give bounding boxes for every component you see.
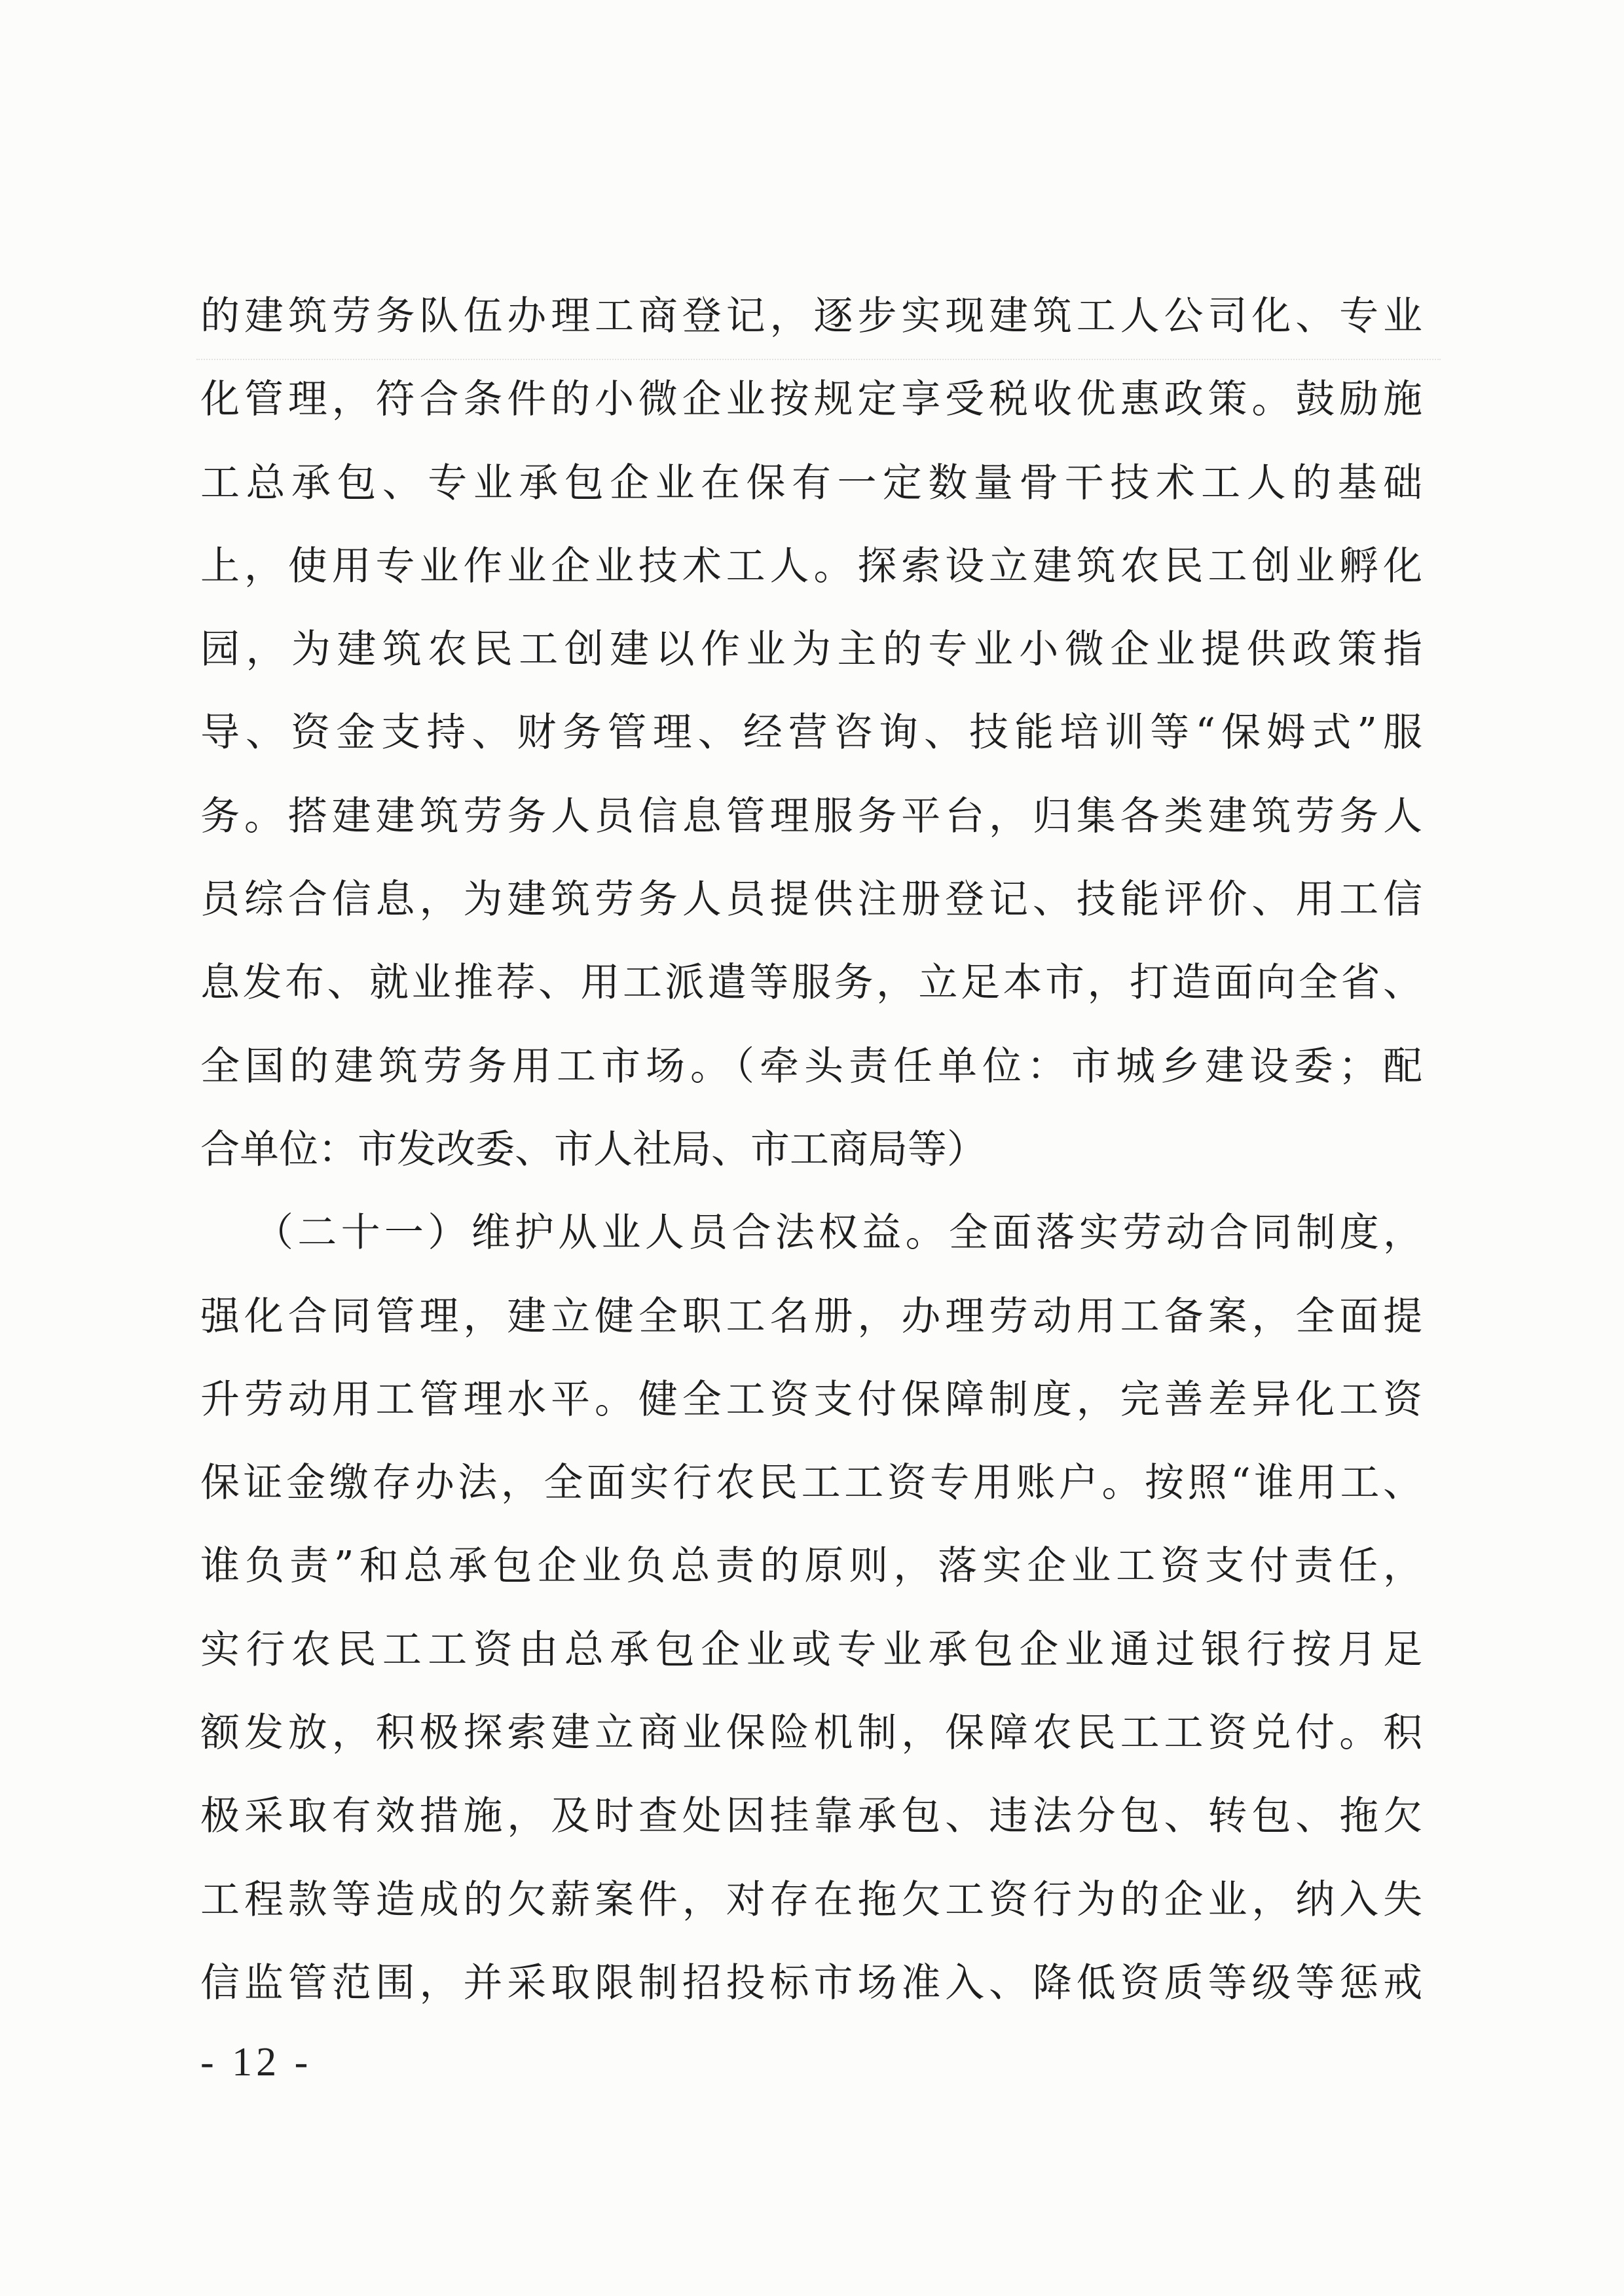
- text-line: 实行农民工工资由总承包企业或专业承包企业通过银行按月足: [200, 1626, 1422, 1673]
- text-line: 升劳动用工管理水平。健全工资支付保障制度，完善差异化工资: [200, 1376, 1422, 1423]
- text-line: 合单位：市发改委、市人社局、市工商局等）: [200, 1126, 986, 1173]
- text-line: 信监管范围，并采取限制招投标市场准入、降低资质等级等惩戒: [200, 1959, 1422, 2006]
- text-line: 额发放，积极探索建立商业保险机制，保障农民工工资兑付。积: [200, 1710, 1422, 1757]
- text-line: 谁负责”和总承包企业负总责的原则，落实企业工资支付责任，: [200, 1543, 1422, 1590]
- text-line: 强化合同管理，建立健全职工名册，办理劳动用工备案，全面提: [200, 1293, 1422, 1339]
- text-line: 上，使用专业作业企业技术工人。探索设立建筑农民工创业孵化: [200, 543, 1422, 589]
- text-line: 工总承包、专业承包企业在保有一定数量骨干技术工人的基础: [200, 460, 1422, 506]
- text-line: 园，为建筑农民工创建以作业为主的专业小微企业提供政策指: [200, 627, 1422, 673]
- text-line: 保证金缴存办法，全面实行农民工工资专用账户。按照“谁用工、: [200, 1460, 1422, 1506]
- body-text: [200, 275, 1422, 2025]
- text-line: 全国的建筑劳务用工市场。（牵头责任单位：市城乡建设委；配: [200, 1043, 1422, 1089]
- text-line: 工程款等造成的欠薪案件，对存在拖欠工资行为的企业，纳入失: [200, 1876, 1422, 1923]
- text-line: 员综合信息，为建筑劳务人员提供注册登记、技能评价、用工信: [200, 877, 1422, 923]
- text-line: 化管理，符合条件的小微企业按规定享受税收优惠政策。鼓励施: [200, 376, 1422, 423]
- page-number: - 12 -: [200, 2040, 312, 2085]
- section-heading-line: （二十一）维护从业人员合法权益。全面落实劳动合同制度，: [254, 1210, 1422, 1256]
- text-line: 极采取有效措施，及时查处因挂靠承包、违法分包、转包、拖欠: [200, 1793, 1422, 1840]
- text-line: 务。搭建建筑劳务人员信息管理服务平台，归集各类建筑劳务人: [200, 793, 1422, 839]
- text-line: 的建筑劳务队伍办理工商登记，逐步实现建筑工人公司化、专业: [200, 293, 1422, 339]
- text-line: 息发布、就业推荐、用工派遣等服务，立足本市，打造面向全省、: [200, 960, 1422, 1006]
- text-line: 导、资金支持、财务管理、经营咨询、技能培训等“保姆式”服: [200, 710, 1422, 756]
